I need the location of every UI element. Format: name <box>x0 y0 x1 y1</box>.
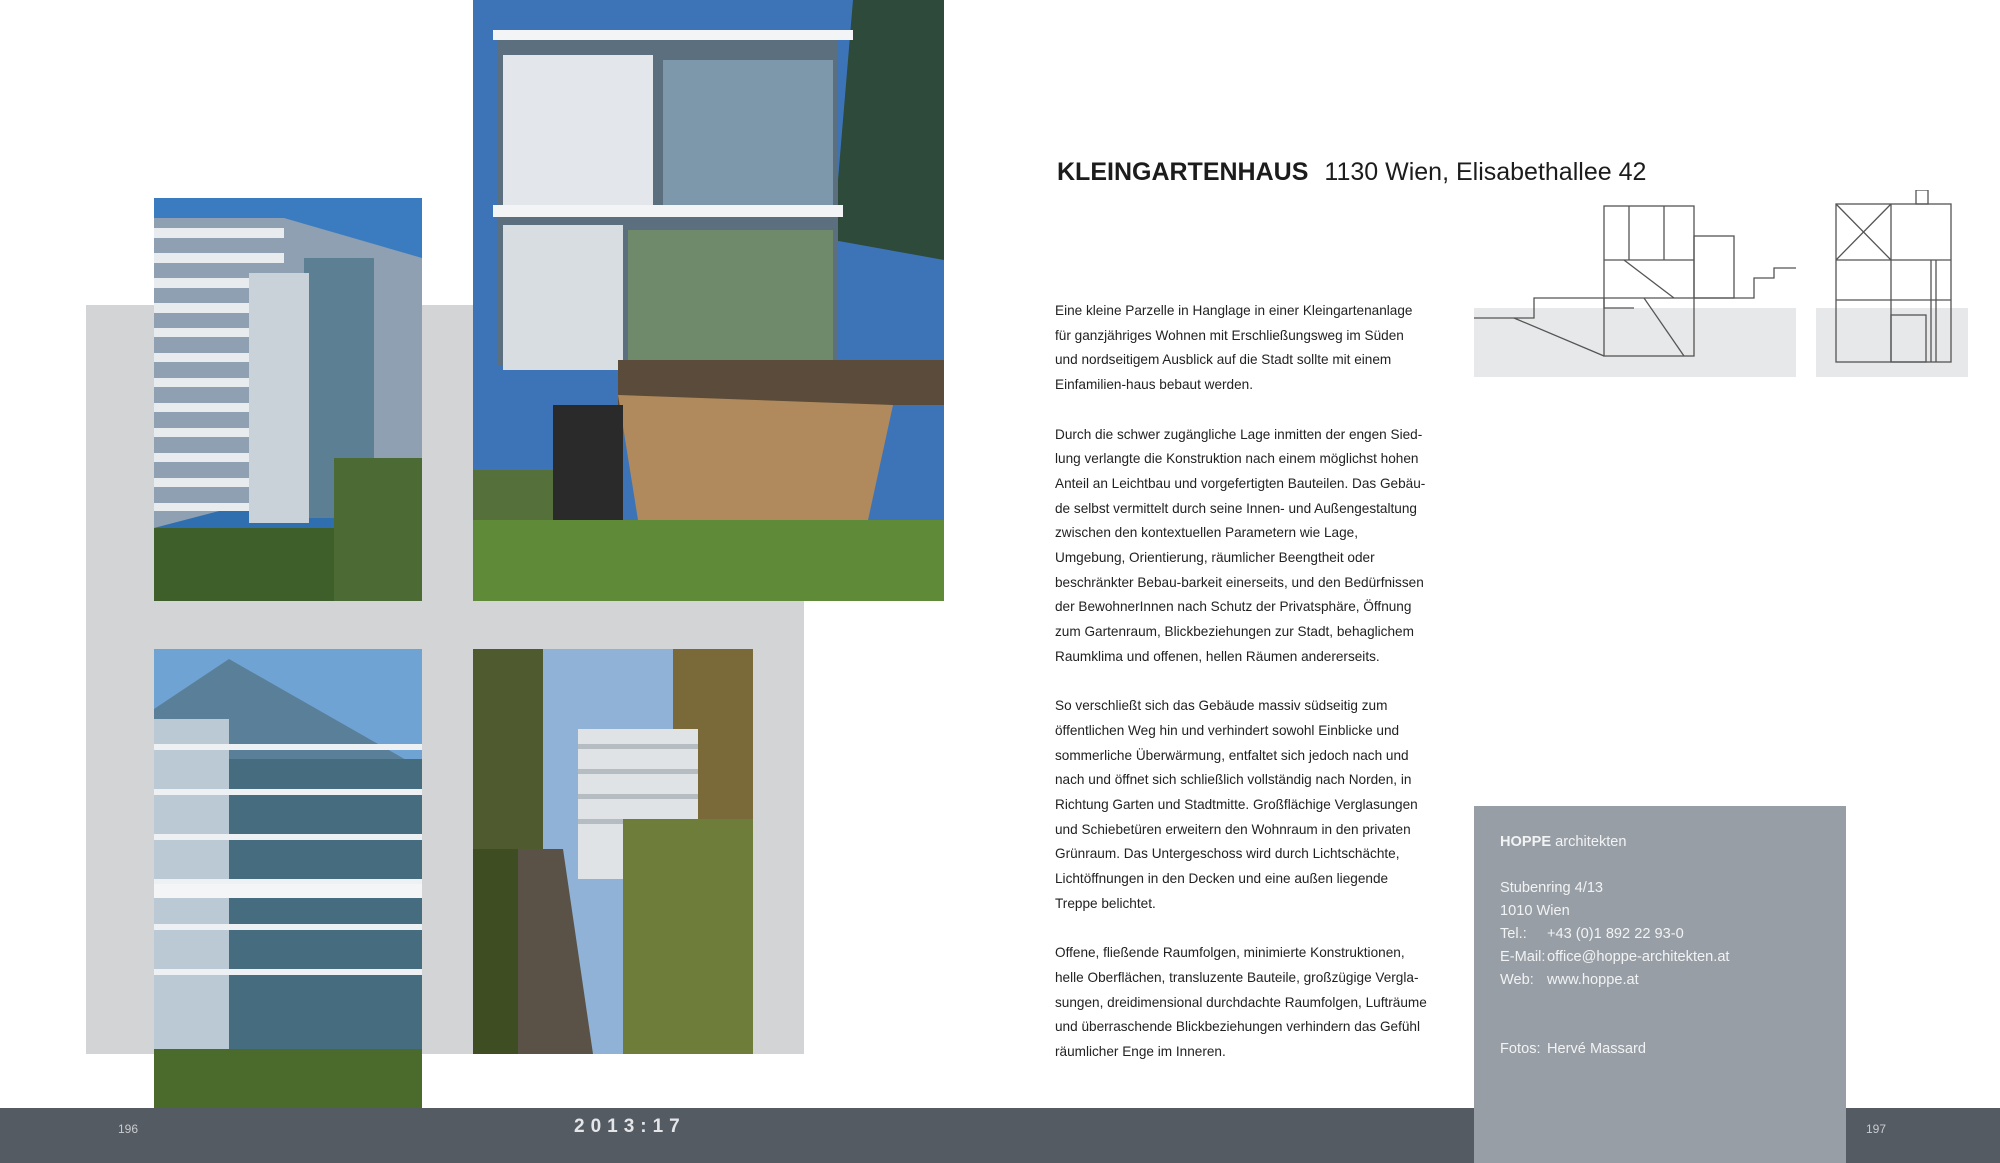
architect-contact-box <box>1474 806 1846 1163</box>
photo-credit: Fotos: Hervé Massard <box>1500 1041 1646 1057</box>
contact-email: E-Mail: office@hoppe-architekten.at <box>1500 949 1730 965</box>
body-paragraph-3: So verschließt sich das Gebäude massiv südseitig zum öffentlichen Weg hin und verhindert sowohl Einblicke und sommerliche Überwärmung, entfaltet sich jedoch nach und nach und öffnet sich schließlich vollständig nach Norden, in Richtung Garten und Stadtmitte. Großflächige Verglasungen und Schiebetüren erweitern den Wohnraum in den privaten Grünraum. Das Untergeschoss wird durch Lichtschächte, Lichtöffnungen in den Decken und eine außen liegende Treppe belichtet. <box>1055 698 1418 911</box>
body-text <box>1055 299 1430 1089</box>
photo-house-corner-facade <box>154 649 422 1108</box>
issue-number: 2013:17 <box>574 1116 686 1137</box>
page-number-right: 197 <box>1866 1122 1887 1136</box>
address-street: Stubenring 4/13 <box>1500 880 1604 896</box>
address-city: 1010 Wien <box>1500 903 1570 919</box>
project-address: 1130 Wien, Elisabethallee 42 <box>1324 158 1647 186</box>
body-paragraph-4: Offene, fließende Raumfolgen, minimierte Konstruktionen, helle Oberflächen, transluzente Bauteile, großzügige Vergla-sungen, dreidimensional durchdachte Raumfolgen, Lufträume und überraschende Blickbeziehungen verhindern das Gefühl räumlicher Enge im Inneren. <box>1055 945 1427 1060</box>
project-name: KLEINGARTENHAUS <box>1057 158 1309 186</box>
photo-house-side-facade <box>154 198 422 601</box>
contact-web: Web: www.hoppe.at <box>1500 972 1639 988</box>
section-drawing-right <box>1816 190 1968 377</box>
photo-house-glass-front <box>473 0 944 601</box>
section-drawing-left <box>1474 198 1796 377</box>
page-number-left: 196 <box>118 1122 139 1136</box>
contact-phone: Tel.: +43 (0)1 892 22 93-0 <box>1500 926 1684 942</box>
architect-firm: HOPPE architekten <box>1500 834 1627 850</box>
body-paragraph-1: Eine kleine Parzelle in Hanglage in einer Kleingartenanlage für ganzjähriges Wohnen mit Erschließungsweg im Süden und nordseitigem Ausblick auf die Stadt sollte mit einem Einfamilien-haus bebaut werden. <box>1055 303 1413 393</box>
project-title <box>1057 158 1646 187</box>
body-paragraph-2: Durch die schwer zugängliche Lage inmitten der engen Sied-lung verlangte die Konstruktion nach einem möglichst hohen Anteil an Leichtbau und vorgefertigten Bauteilen. Das Gebäu-de selbst vermittelt durch seine Innen- und Außengestaltung zwischen den kontextuellen Parametern wie Lage, Umgebung, Orientierung, räumlicher Beengtheit oder beschränkter Bebau-barkeit einerseits, und den Bedürfnissen der BewohnerInnen nach Schutz der Privatsphäre, Öffnung zum Gartenraum, Blickbeziehungen zur Stadt, behaglichem Raumklima und offenen, hellen Räumen andererseits. <box>1055 426 1426 664</box>
photo-garden-path <box>473 649 753 1054</box>
